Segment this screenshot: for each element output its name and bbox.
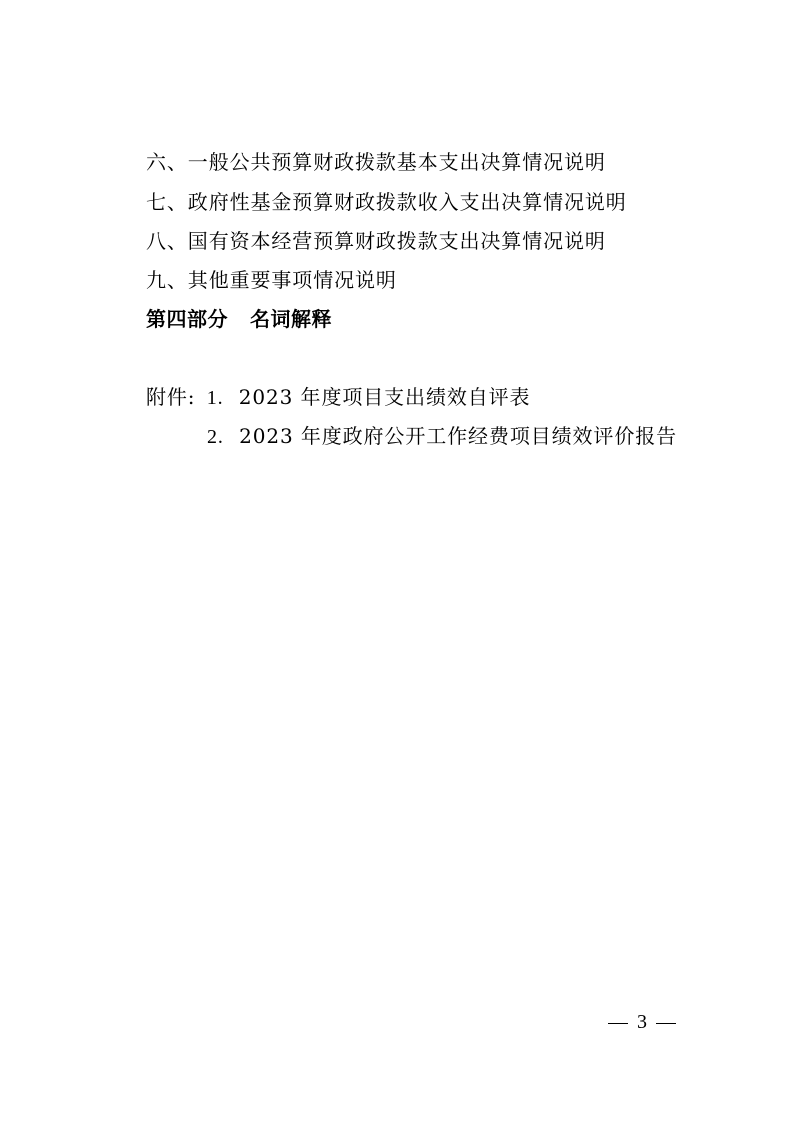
page-number-footer: [608, 1010, 676, 1034]
attachment-label: 附件:: [146, 385, 196, 409]
dash-left: [608, 1023, 628, 1024]
toc-item-7: 七、政府性基金预算财政拨款收入支出决算情况说明: [146, 190, 627, 214]
attachment-row-2: [207, 424, 677, 449]
page-number: 3: [637, 1011, 647, 1033]
attachment-1-title: 2023 年度项目支出绩效自评表: [238, 385, 531, 409]
toc-item-8: 八、国有资本经营预算财政拨款支出决算情况说明: [146, 229, 606, 253]
attachment-2-title: 2023 年度政府公开工作经费项目绩效评价报告: [239, 424, 678, 448]
attachment-1-number: 1.: [206, 387, 224, 409]
part-4-title: 名词解释: [250, 307, 332, 331]
attachment-row-1: [146, 385, 530, 410]
toc-item-6: 六、一般公共预算财政拨款基本支出决算情况说明: [146, 150, 606, 174]
part-4-label: 第四部分: [146, 307, 228, 331]
toc-part-4: [146, 307, 332, 331]
dash-right: [656, 1023, 676, 1024]
toc-item-9: 九、其他重要事项情况说明: [146, 268, 397, 292]
attachment-2-number: 2.: [207, 426, 224, 448]
